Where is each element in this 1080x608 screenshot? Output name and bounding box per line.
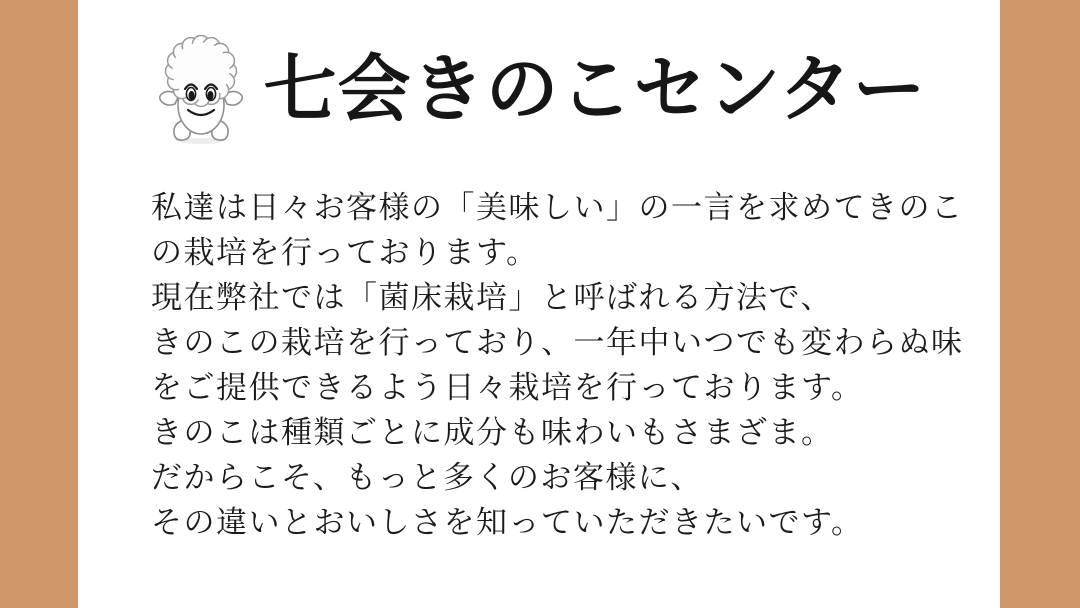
left-border-panel (0, 0, 78, 608)
right-border-panel (1000, 0, 1080, 608)
main-content (78, 0, 1000, 608)
intro-line: の栽培を行っております。 (151, 235, 539, 271)
intro-line: きのこの栽培を行っており、一年中いつでも変わらぬ味 (151, 325, 964, 361)
intro-line: その違いとおいしさを知っていただきたいです。 (151, 505, 864, 541)
site-title: 七会きのこセンター (263, 45, 927, 132)
intro-paragraph (78, 186, 1000, 546)
intro-line: をご提供できるよう日々栽培を行っております。 (151, 370, 864, 406)
intro-line: 現在弊社では「菌床栽培」と呼ばれる方法で、 (151, 280, 833, 316)
site-header (78, 30, 1000, 148)
intro-line: 私達は日々お客様の「美味しい」の一言を求めてきのこ (151, 190, 964, 226)
intro-line: だからこそ、もっと多くのお客様に、 (151, 460, 703, 496)
mushroom-mascot-icon (151, 30, 251, 148)
intro-line: きのこは種類ごとに成分も味わいもさまざま。 (151, 415, 834, 451)
